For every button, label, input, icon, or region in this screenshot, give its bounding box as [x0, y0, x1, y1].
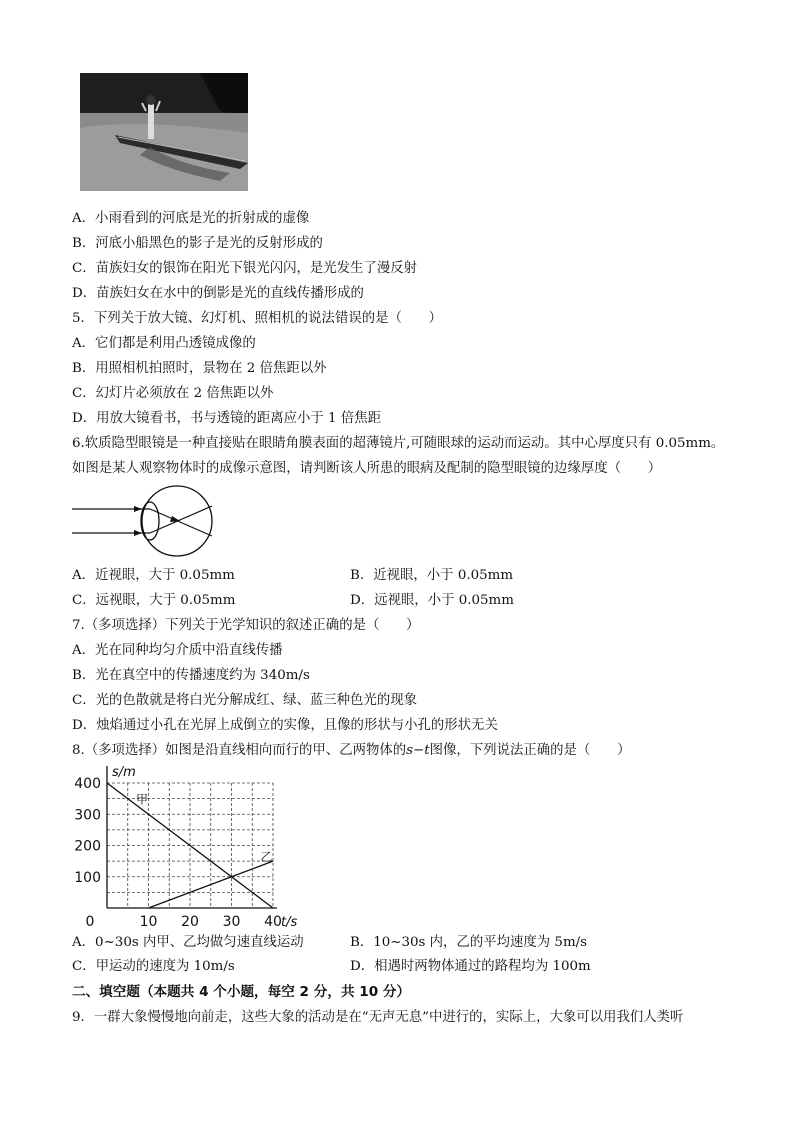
q8-stem: 8.（多项选择）如图是沿直线相向而行的甲、乙两物体的𝑠−𝑡图像，下列说法正确的是（ ） [72, 743, 631, 758]
q5-option-b: B．用照相机拍照时，景物在 2 倍焦距以外 [72, 361, 327, 376]
y-tick-label: 200 [74, 838, 101, 855]
arrow-icon [134, 506, 142, 512]
q4-option-b: B．河底小船黑色的影子是光的反射形成的 [72, 236, 323, 251]
x-tick-label: 0 [85, 914, 95, 930]
x-axis-label: t/s [281, 915, 298, 930]
arrow-icon [134, 530, 142, 536]
q8-option-a: A．0~30s 内甲、乙均做匀速直线运动 [72, 935, 304, 950]
y-tick-label: 100 [74, 869, 101, 886]
y-axis-label: s/m [112, 765, 136, 780]
q6-option-a: A．近视眼，大于 0.05mm [72, 568, 235, 583]
s-t-chart [72, 760, 298, 930]
x-tick-label: 40 [264, 914, 282, 930]
q7-stem: 7.（多项选择）下列关于光学知识的叙述正确的是（ ） [72, 618, 420, 633]
q5-option-c: C．幻灯片必须放在 2 倍焦距以外 [72, 386, 274, 401]
section-2-heading: 二、填空题（本题共 4 个小题，每空 2 分，共 10 分） [72, 984, 411, 1000]
q5-stem: 5．下列关于放大镜、幻灯机、照相机的说法错误的是（ ） [72, 311, 443, 326]
q6-stem-1: 6.软质隐型眼镜是一种直接贴在眼睛角膜表面的超薄镜片,可随眼球的运动而运动。其中心厚度只有 0.05mm。 [72, 436, 725, 451]
q9-stem: 9．一群大象慢慢地向前走，这些大象的活动是在“无声无息”中进行的，实际上，大象可以用我们人类听 [72, 1010, 684, 1025]
q6-stem-2: 如图是某人观察物体时的成像示意图，请判断该人所患的眼病及配制的隐型眼镜的边缘厚度（ ） [72, 461, 662, 476]
q4-option-a: A．小雨看到的河底是光的折射成的虚像 [72, 211, 310, 226]
x-tick-label: 30 [222, 914, 241, 930]
q6-option-d: D．远视眼，小于 0.05mm [350, 593, 514, 608]
y-tick-label: 400 [74, 776, 101, 792]
q7-option-a: A．光在同种均匀介质中沿直线传播 [72, 643, 283, 658]
q7-option-b: B．光在真空中的传播速度约为 340m/s [72, 668, 310, 683]
x-tick-label: 20 [181, 914, 199, 930]
series-label-jia: 甲 [136, 792, 149, 807]
q6-option-b: B．近视眼，小于 0.05mm [350, 568, 514, 583]
x-tick-label: 10 [139, 914, 158, 930]
q8-option-c: C．甲运动的速度为 10m/s [72, 959, 235, 974]
eye-lens [141, 502, 159, 540]
q5-option-d: D．用放大镜看书，书与透镜的距离应小于 1 倍焦距 [72, 411, 381, 426]
q6-option-c: C．远视眼，大于 0.05mm [72, 593, 236, 608]
eye-diagram [72, 484, 217, 559]
q8-option-d: D．相遇时两物体通过的路程均为 100m [350, 959, 591, 974]
q4-option-d: D．苗族妇女在水中的倒影是光的直线传播形成的 [72, 286, 364, 301]
q7-option-c: C．光的色散就是将白光分解成红、绿、蓝三种色光的现象 [72, 693, 418, 708]
q5-option-a: A．它们都是利用凸透镜成像的 [72, 336, 256, 351]
river-boat-photo [80, 73, 248, 191]
q4-option-c: C．苗族妇女的银饰在阳光下银光闪闪，是光发生了漫反射 [72, 261, 418, 276]
q7-option-d: D．烛焰通过小孔在光屏上成倒立的实像，且像的形状与小孔的形状无关 [72, 718, 498, 733]
arrow-icon [170, 516, 180, 522]
y-tick-label: 300 [74, 807, 101, 824]
series-label-yi: 乙 [260, 850, 273, 865]
q8-option-b: B．10~30s 内，乙的平均速度为 5m/s [350, 935, 588, 950]
